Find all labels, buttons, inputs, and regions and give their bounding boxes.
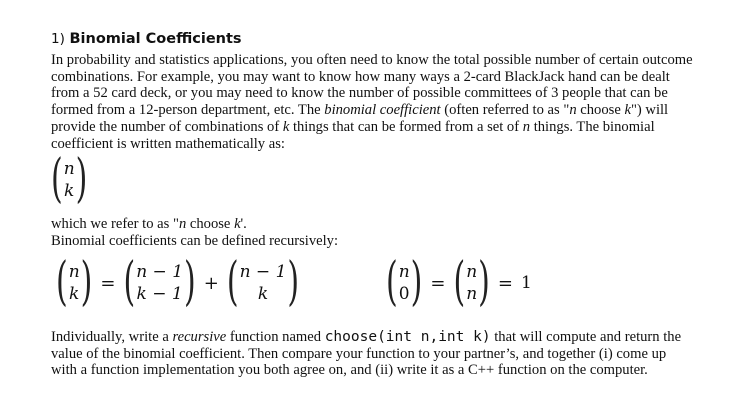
text-segment: things. The binomial <box>530 118 655 135</box>
text-segment: value of the binomial coefficient. Then compare your function to your partner’s, and together (i) come up <box>51 345 667 362</box>
text-segment: (often referred to as " <box>440 102 570 119</box>
binomial-stack <box>64 158 75 202</box>
math-symbol: n <box>466 284 478 304</box>
math-symbol: k <box>64 181 75 201</box>
text-segment: things that can be formed from a set of <box>289 118 523 135</box>
parenthesis: ( <box>226 251 239 313</box>
math-symbol: n <box>63 159 75 179</box>
text-segment: binomial coefficient <box>324 102 441 119</box>
parenthesis: ( <box>51 148 63 210</box>
binomial-stack <box>69 261 80 305</box>
middle-paragraph <box>51 216 338 249</box>
text-line <box>51 346 681 363</box>
text-line <box>51 136 693 153</box>
text-line <box>51 119 693 136</box>
text-segment: '. <box>240 216 247 232</box>
text-segment: that will compute and return the <box>490 329 682 345</box>
text-segment: which we refer to as " <box>51 216 179 232</box>
text-segment: recursive <box>172 329 227 345</box>
binomial <box>51 148 88 210</box>
text-segment: function named <box>226 329 325 345</box>
math-symbol: 1 <box>520 273 532 293</box>
binomial-notation <box>51 148 88 210</box>
math-symbol: + <box>203 272 219 294</box>
instructions-paragraph <box>51 329 681 379</box>
parenthesis: ) <box>80 251 93 313</box>
code-snippet: choose(int n,int k) <box>324 329 491 345</box>
text-segment: from a 52 card deck, or you may need to know the number of possible committees of 3 people that can be <box>51 85 668 102</box>
binomial-stack <box>240 261 287 305</box>
binomial <box>56 251 93 313</box>
math-symbol: k <box>69 284 80 304</box>
recursive-formula <box>56 251 300 313</box>
binomial-stack <box>136 261 183 305</box>
text-segment: n <box>569 102 577 119</box>
text-segment: ") will <box>630 102 669 119</box>
text-segment: n <box>178 216 187 232</box>
math-symbol: n − 1 <box>136 262 184 282</box>
math-symbol: k − 1 <box>136 284 183 304</box>
parenthesis: ) <box>410 251 423 313</box>
intro-paragraph <box>51 52 693 152</box>
binomial <box>123 251 196 313</box>
text-segment: coefficient is written mathematically as: <box>51 135 285 152</box>
parenthesis: ) <box>184 251 196 313</box>
math-symbol: n − 1 <box>239 262 287 282</box>
text-segment: k <box>624 102 631 119</box>
parenthesis: ) <box>75 148 88 210</box>
parenthesis: ( <box>453 251 466 313</box>
heading-title: Binomial Coefficients <box>69 31 242 47</box>
text-line <box>51 233 338 250</box>
math-symbol: n <box>466 262 478 282</box>
text-segment: choose <box>186 216 235 232</box>
base-case-formula <box>386 251 532 313</box>
text-segment: combinations. For example, you may want to know how many ways a 2-card BlackJack hand can be dealt <box>51 68 670 85</box>
binomial-stack <box>399 261 410 305</box>
math-symbol: = <box>100 272 116 294</box>
text-line <box>51 85 693 102</box>
text-line <box>51 329 681 346</box>
parenthesis: ) <box>478 251 490 313</box>
parenthesis: ) <box>287 251 300 313</box>
binomial-stack <box>466 261 477 305</box>
binomial <box>453 251 490 313</box>
text-segment: In probability and statistics applications, you often need to know the total possible number of certain outcome <box>51 52 693 68</box>
text-segment: k <box>234 216 241 232</box>
math-symbol: n <box>398 262 410 282</box>
binomial <box>386 251 423 313</box>
binomial <box>226 251 300 313</box>
text-segment: with a function implementation you both agree on, and (ii) write it as a C++ function on the computer. <box>51 362 648 379</box>
text-line <box>51 52 693 69</box>
section-heading: 1) Binomial Coefficients <box>51 31 242 47</box>
text-segment: Individually, write a <box>51 329 173 345</box>
text-line <box>51 216 338 233</box>
text-segment: choose <box>576 102 625 119</box>
math-symbol: = <box>430 272 446 294</box>
text-line <box>51 69 693 86</box>
parenthesis: ( <box>386 251 398 313</box>
text-line <box>51 102 693 119</box>
parenthesis: ( <box>56 251 68 313</box>
math-symbol: k <box>257 284 269 304</box>
math-symbol: = <box>497 272 513 294</box>
text-segment: provide the number of combinations of <box>51 118 283 135</box>
text-segment: formed from a 12-person department, etc. The <box>51 102 325 119</box>
text-segment: Binomial coefficients can be defined recursively: <box>51 232 339 249</box>
text-segment: n <box>522 118 531 135</box>
parenthesis: ( <box>123 251 136 313</box>
math-symbol: 0 <box>398 284 410 304</box>
math-symbol: n <box>68 262 80 282</box>
text-segment: k <box>282 118 290 135</box>
text-line <box>51 362 681 379</box>
